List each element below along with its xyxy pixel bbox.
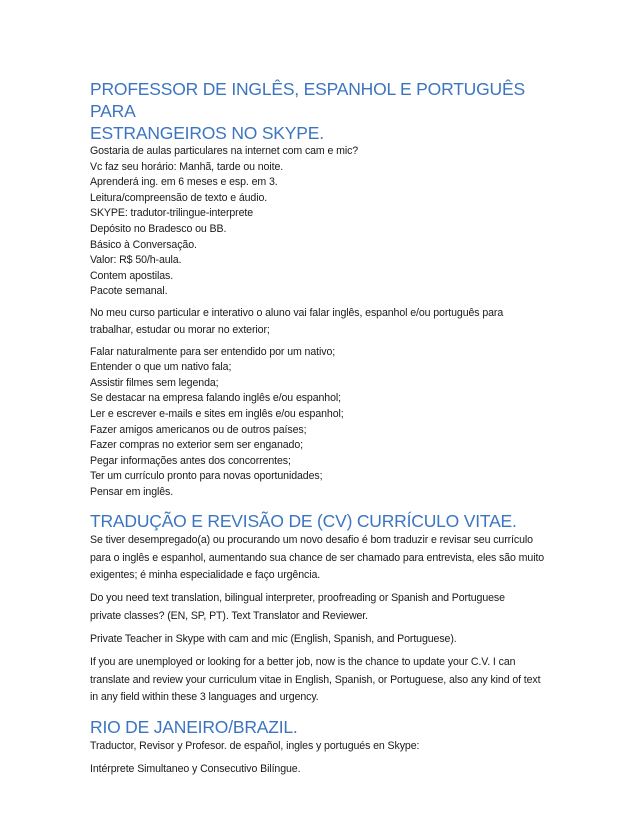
benefit-item: Fazer amigos americanos ou de outros países; [90, 423, 307, 436]
paragraph-line: private classes? (EN, SP, PT). Text Translator and Reviewer. [90, 609, 368, 622]
section2-paragraph-english-cv [90, 654, 560, 706]
detail-line: SKYPE: tradutor-trilingue-interprete [90, 207, 254, 220]
paragraph-line: translate and review your curriculum vitae in English, Spanish, or Portuguese, also any kind of text [90, 673, 541, 686]
benefit-item: Assistir filmes sem legenda; [90, 376, 219, 389]
detail-line: Aprenderá ing. em 6 meses e esp. em 3. [90, 176, 278, 189]
benefit-item: Pensar em inglês. [90, 485, 174, 498]
paragraph-line: exigentes; é minha especialidade e faço urgência. [90, 569, 321, 582]
benefit-item: Entender o que um nativo fala; [90, 361, 232, 374]
section1-intro [90, 305, 560, 340]
paragraph-line: If you are unemployed or looking for a better job, now is the chance to update your C.V. I can [90, 656, 516, 669]
section2-paragraph-teacher [90, 631, 560, 648]
detail-line: Básico à Conversação. [90, 238, 197, 251]
intro-line: No meu curso particular e interativo o aluno vai falar inglês, espanhol e/ou português para [90, 306, 504, 319]
section2-title: TRADUÇÃO E REVISÃO DE (CV) CURRÍCULO VITAE. [90, 511, 517, 532]
benefit-item: Fazer compras no exterior sem ser enganado; [90, 439, 303, 452]
benefit-item: Falar naturalmente para ser entendido por um nativo; [90, 345, 336, 358]
section2-paragraph-cv [90, 532, 560, 584]
benefit-item: Ter um currículo pronto para novas oportunidades; [90, 470, 323, 483]
benefit-item: Se destacar na empresa falando inglês e/ou espanhol; [90, 392, 341, 405]
benefit-item: Pegar informações antes dos concorrentes; [90, 454, 291, 467]
section3-line1: Traductor, Revisor y Profesor. de español, ingles y portugués en Skype: [90, 740, 420, 753]
section1-title [90, 78, 560, 144]
section3-line2: Intérprete Simultaneo y Consecutivo Bilíngue. [90, 763, 301, 776]
detail-line: Valor: R$ 50/h-aula. [90, 254, 182, 267]
detail-line: Gostaria de aulas particulares na internet com cam e mic? [90, 145, 359, 157]
section3-title: RIO DE JANEIRO/BRAZIL. [90, 717, 298, 738]
detail-line: Leitura/compreensão de texto e áudio. [90, 191, 268, 204]
paragraph-line: in any field within these 3 languages and urgency. [90, 690, 319, 703]
detail-line: Depósito no Bradesco ou BB. [90, 222, 227, 235]
section2-paragraph-translation [90, 590, 560, 625]
detail-line: Vc faz seu horário: Manhã, tarde ou noite. [90, 160, 284, 173]
section1-title-line1: PROFESSOR DE INGLÊS, ESPANHOL E PORTUGUÊS PARA [90, 79, 525, 121]
paragraph-line: Do you need text translation, bilingual interpreter, proofreading or Spanish and Portuguese [90, 592, 505, 605]
section1-title-line2: ESTRANGEIROS NO SKYPE. [90, 123, 324, 143]
paragraph-line: para o inglês e espanhol, aumentando sua chance de ser chamado para entrevista, eles são muito [90, 551, 545, 564]
benefits-list [90, 345, 560, 501]
paragraph-line: Private Teacher in Skype with cam and mic (English, Spanish, and Portuguese). [90, 632, 457, 645]
detail-line: Pacote semanal. [90, 285, 168, 298]
intro-line: trabalhar, estudar ou morar no exterior; [90, 324, 270, 337]
benefit-item: Ler e escrever e-mails e sites em inglês e/ou espanhol; [90, 407, 344, 420]
paragraph-line: Se tiver desempregado(a) ou procurando um novo desafio é bom traduzir e revisar seu currículo [90, 534, 533, 547]
detail-line: Contem apostilas. [90, 269, 174, 282]
section1-details [90, 144, 560, 300]
document-page [90, 78, 560, 779]
